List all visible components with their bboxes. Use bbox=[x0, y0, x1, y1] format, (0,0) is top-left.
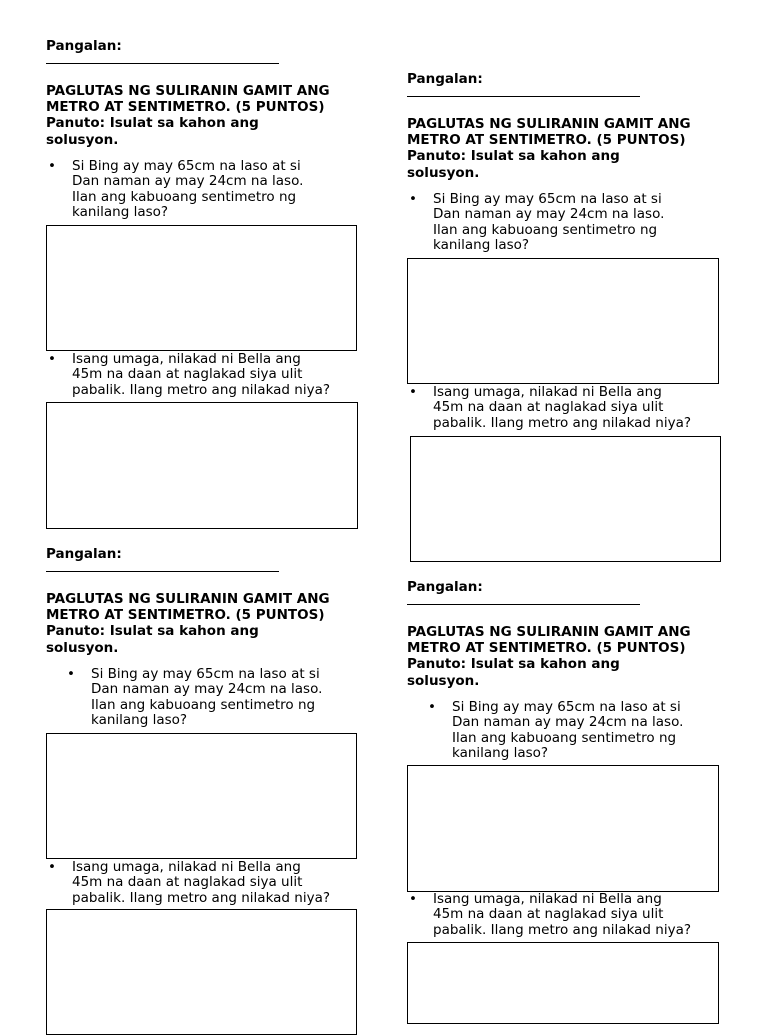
name-blank-line[interactable] bbox=[46, 63, 279, 64]
question-1: • Si Bing ay may 65cm na laso at si Dan naman ay may 24cm na laso. Ilan ang kabuoang sentimetro ng kanilang laso? bbox=[452, 700, 752, 762]
worksheet-title: PAGLUTAS NG SULIRANIN GAMIT ANG METRO AT SENTIMETRO. (5 PUNTOS) Panuto: Isulat sa kahon ang solusyon. bbox=[46, 83, 330, 148]
name-label: Pangalan: bbox=[407, 71, 483, 87]
question-2: • Isang umaga, nilakad ni Bella ang 45m na daan at naglakad siya ulit pabalik. Ilang metro ang nilakad niya? bbox=[433, 892, 743, 938]
answer-box-2[interactable] bbox=[407, 942, 719, 1024]
name-blank-line[interactable] bbox=[407, 604, 640, 605]
name-label: Pangalan: bbox=[407, 579, 483, 595]
question-1: • Si Bing ay may 65cm na laso at si Dan naman ay may 24cm na laso. Ilan ang kabuoang sentimetro ng kanilang laso? bbox=[91, 667, 391, 729]
worksheet-title: PAGLUTAS NG SULIRANIN GAMIT ANG METRO AT SENTIMETRO. (5 PUNTOS) Panuto: Isulat sa kahon ang solusyon. bbox=[407, 116, 691, 181]
name-label: Pangalan: bbox=[46, 546, 122, 562]
answer-box-1[interactable] bbox=[407, 258, 719, 384]
question-2: • Isang umaga, nilakad ni Bella ang 45m na daan at naglakad siya ulit pabalik. Ilang metro ang nilakad niya? bbox=[72, 352, 382, 398]
answer-box-1[interactable] bbox=[46, 225, 357, 351]
question-2: • Isang umaga, nilakad ni Bella ang 45m na daan at naglakad siya ulit pabalik. Ilang metro ang nilakad niya? bbox=[72, 860, 382, 906]
answer-box-2[interactable] bbox=[46, 909, 357, 1035]
question-1: • Si Bing ay may 65cm na laso at si Dan naman ay may 24cm na laso. Ilan ang kabuoang sentimetro ng kanilang laso? bbox=[72, 159, 382, 221]
answer-box-2[interactable] bbox=[410, 436, 721, 562]
name-label: Pangalan: bbox=[46, 38, 122, 54]
answer-box-1[interactable] bbox=[46, 733, 357, 859]
answer-box-2[interactable] bbox=[46, 402, 358, 529]
answer-box-1[interactable] bbox=[407, 765, 719, 892]
question-1: • Si Bing ay may 65cm na laso at si Dan naman ay may 24cm na laso. Ilan ang kabuoang sentimetro ng kanilang laso? bbox=[433, 192, 743, 254]
name-blank-line[interactable] bbox=[46, 571, 279, 572]
worksheet-title: PAGLUTAS NG SULIRANIN GAMIT ANG METRO AT SENTIMETRO. (5 PUNTOS) Panuto: Isulat sa kahon ang solusyon. bbox=[407, 624, 691, 689]
worksheet-title: PAGLUTAS NG SULIRANIN GAMIT ANG METRO AT SENTIMETRO. (5 PUNTOS) Panuto: Isulat sa kahon ang solusyon. bbox=[46, 591, 330, 656]
name-blank-line[interactable] bbox=[407, 96, 640, 97]
question-2: • Isang umaga, nilakad ni Bella ang 45m na daan at naglakad siya ulit pabalik. Ilang metro ang nilakad niya? bbox=[433, 385, 743, 431]
